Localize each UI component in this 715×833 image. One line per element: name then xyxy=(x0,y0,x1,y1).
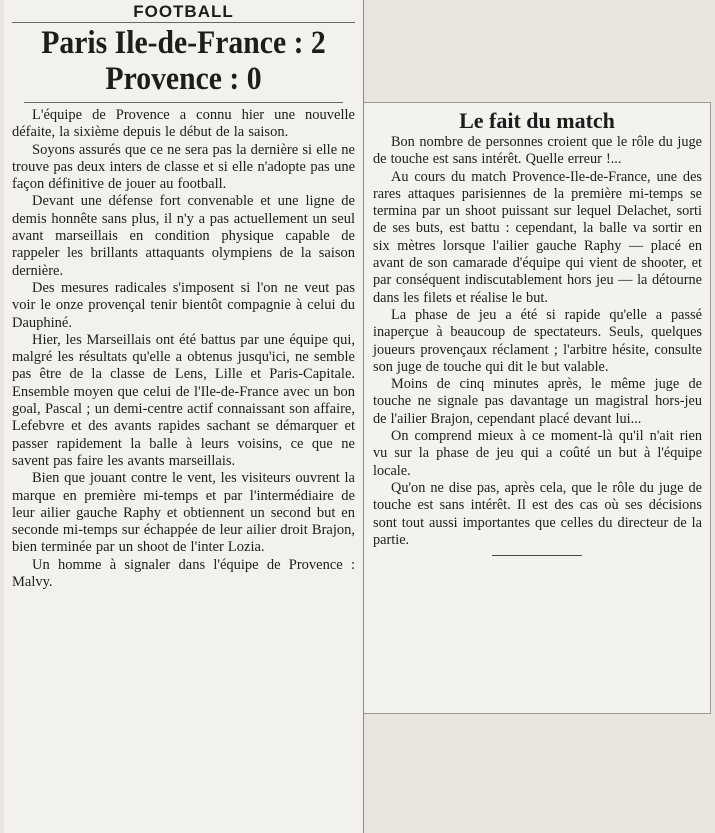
article-paragraph: Moins de cinq minutes après, le même juge de touche ne signale pas davantage un magistral hors-jeu de l'ailier Brajon, cependant placé devant lui... xyxy=(373,376,702,427)
article-paragraph: Bon nombre de personnes croient que le rôle du juge de touche est sans intérêt. Quelle erreur !... xyxy=(373,134,702,168)
article-paragraph: Des mesures radicales s'imposent si l'on ne veut pas voir le onze provençal tenir bientôt compagnie à celui du Dauphiné. xyxy=(12,279,355,331)
article-paragraph: On comprend mieux à ce moment-là qu'il n'ait rien vu sur la phase de jeu qui a coûté un but à l'équipe locale. xyxy=(373,428,702,479)
article-paragraph: Au cours du match Provence-Ile-de-France, une des rares attaques parisiennes de la première mi-temps se termina par un shoot puissant sur lequel Delachet, sorti de ses buts, est battu : cependant, la balle va sortir en six mètres lorsque l'ailier gauche Raphy — placé en avant de son camarade d'équipe qui vient de shooter, et par conséquent indiscutablement hors jeu — la détourne dans les filets et réalise le but. xyxy=(373,168,702,306)
right-article-clipping xyxy=(364,102,711,714)
article-paragraph: Qu'on ne dise pas, après cela, que le rôle du juge de touche est sans intérêt. Il est des cas où ses décisions sont tout aussi importantes que celles du directeur de la partie. xyxy=(373,479,702,548)
rubric-football: FOOTBALL xyxy=(133,2,234,21)
article-paragraph: Devant une défense fort convenable et une ligne de demis honnête sans plus, il n'y a pas actuellement un seul avant marseillais en condition physique capable de rappeler les brillants attaquants olympiens de la saison dernière. xyxy=(12,193,355,279)
article-paragraph: Soyons assurés que ce ne sera pas la dernière si elle ne trouve pas deux inters de classe et si elle n'adopte pas une façon définitive de jouer au football. xyxy=(12,141,355,193)
rubric-divider xyxy=(12,22,355,23)
article-paragraph: La phase de jeu a été si rapide qu'elle a passé inaperçue à beaucoup de spectateurs. Seuls, quelques joueurs provençaux réclament ; l'arbitre hésite, consulte son juge de touche qui dit le but valable. xyxy=(373,306,702,375)
article-paragraph: L'équipe de Provence a connu hier une nouvelle défaite, la sixième depuis le début de la saison. xyxy=(12,107,355,141)
right-article-body xyxy=(364,134,710,549)
headline-score-paris: Paris Ile-de-France : 2 xyxy=(41,25,326,61)
article-paragraph: Hier, les Marseillais ont été battus par une équipe qui, malgré les résultats qu'elle a obtenus jusqu'ici, ne semble pas être de la classe de Lens, Lille et Paris-Capitale. Ensemble moyen que celui de l'Ile-de-France avec un bon goal, Pascal ; un demi-centre actif connaissant son affaire, Lefebvre et des avants rapides sachant se démarquer et passer rapidement la balle à leurs voisins, ce que ne savent pas faire les avants marseillais. xyxy=(12,331,355,469)
right-article-title: Le fait du match xyxy=(459,108,615,133)
headline-score-provence: Provence : 0 xyxy=(105,61,262,97)
headline-divider xyxy=(24,102,343,103)
left-article-body xyxy=(4,107,363,591)
left-article-clipping xyxy=(4,0,364,833)
article-paragraph: Un homme à signaler dans l'équipe de Provence : Malvy. xyxy=(12,556,355,591)
end-divider xyxy=(492,555,582,556)
article-paragraph: Bien que jouant contre le vent, les visiteurs ouvrent la marque en première mi-temps et par l'intermédiaire de leur ailier gauche Raphy et obtiennent un second but en seconde mi-temps sur échappée de leur ailier droit Brajon, bien terminée par un shoot de l'inter Lozia. xyxy=(12,470,355,556)
